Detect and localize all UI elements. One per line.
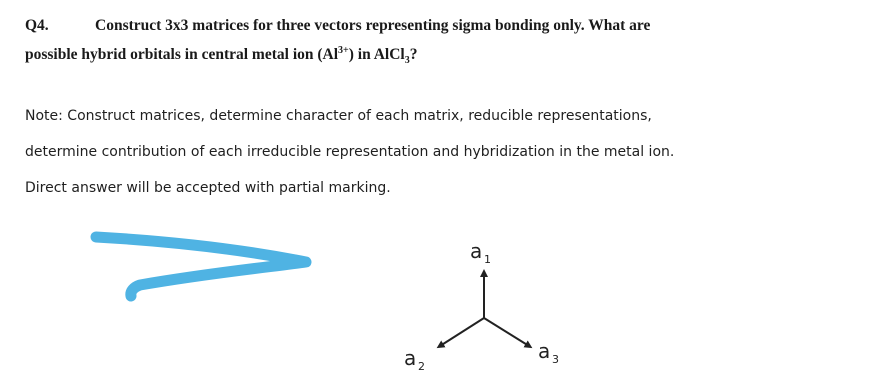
vector-a2-subscript: 2 bbox=[418, 360, 425, 373]
vector-a1-subscript: 1 bbox=[484, 253, 491, 266]
note-line-1: Note: Construct matrices, determine character of each matrix, reducible representations, bbox=[25, 108, 652, 124]
question-text-line-2-pre: possible hybrid orbitals in central metal ion (Al bbox=[25, 46, 339, 63]
vector-a2-label: a bbox=[404, 346, 417, 370]
vector-a3-subscript: 3 bbox=[552, 353, 559, 366]
chloride-subscript: 3 bbox=[404, 55, 410, 67]
vector-a1-label: a bbox=[470, 239, 483, 263]
note-line-2: determine contribution of each irreducible representation and hybridization in the metal ion. bbox=[25, 144, 675, 160]
question-text-line-2-post: ? bbox=[409, 46, 418, 63]
ion-charge: 3+ bbox=[338, 44, 349, 56]
vector-a3-label: a bbox=[538, 339, 551, 363]
vector-a3-line bbox=[484, 318, 529, 346]
question-text-line-1: Construct 3x3 matrices for three vectors representing sigma bonding only. What are bbox=[95, 17, 651, 34]
question-number: Q4. bbox=[25, 17, 49, 34]
vector-a2-line bbox=[440, 318, 484, 346]
question-text-line-2-mid: ) in AlCl bbox=[348, 46, 405, 63]
note-line-3: Direct answer will be accepted with partial marking. bbox=[25, 180, 391, 196]
